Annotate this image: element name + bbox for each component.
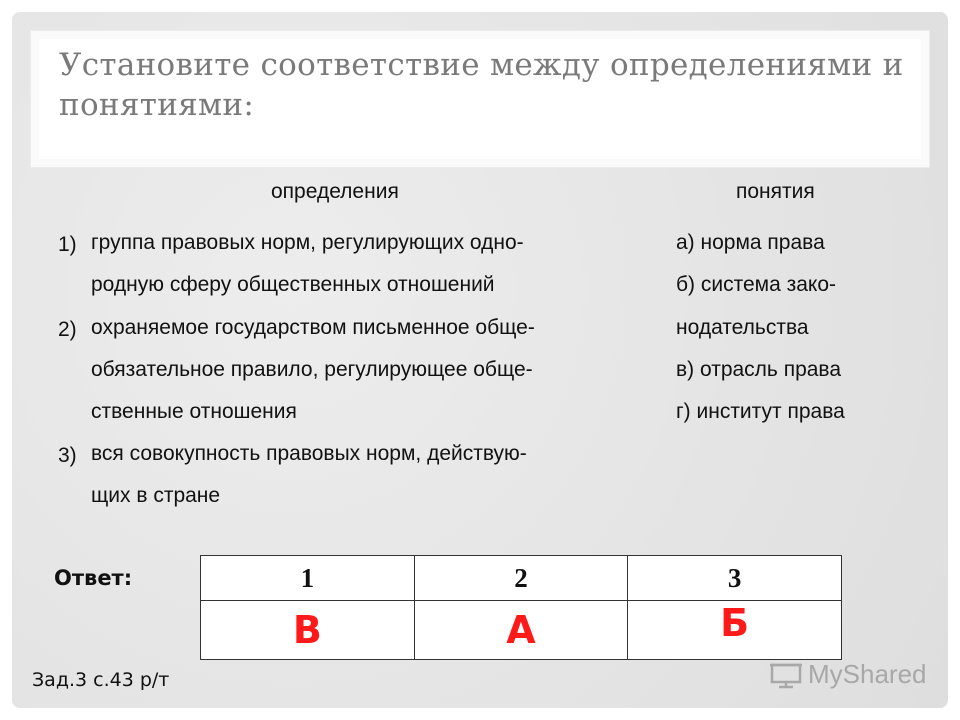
definition-line: вся совокупность правовых норм, действую-	[91, 442, 527, 465]
answer-value-row	[201, 601, 842, 660]
answer-header-cell: 3	[628, 556, 842, 601]
definition-line: группа правовых норм, регулирующих одно-	[91, 231, 524, 254]
concept-item: в) отрасль права	[676, 358, 842, 381]
definition-number: 2)	[58, 318, 77, 341]
definition-number: 1)	[58, 233, 77, 256]
title-box	[30, 30, 930, 168]
watermark-text: MyShared	[808, 659, 927, 689]
definition-line: ственные отношения	[91, 400, 297, 423]
definition-line: обязательное правило, регулирующее обще-	[91, 358, 533, 381]
definition-number: 3)	[58, 444, 77, 467]
slide-title: Установите соответствие между определениями и понятиями:	[59, 47, 904, 123]
answer-header-row	[201, 556, 842, 601]
answer-value-cell: А	[414, 601, 628, 660]
presentation-icon	[768, 661, 804, 689]
concept-item: а) норма права	[676, 231, 825, 254]
definition-line: охраняемое государством письменное обще-	[91, 316, 535, 339]
task-reference: Зад.3 с.43 р/т	[32, 669, 170, 691]
concepts-header: понятия	[736, 180, 815, 203]
definition-line: щих в стране	[91, 484, 221, 507]
concept-item: б) система зако-	[676, 273, 837, 296]
answer-table	[200, 555, 842, 660]
answer-value-cell: Б	[628, 601, 842, 660]
concept-item: нодательства	[676, 316, 809, 339]
answer-value-cell: В	[201, 601, 415, 660]
watermark-logo	[768, 659, 927, 690]
definitions-header: определения	[271, 180, 399, 203]
concept-item: г) институт права	[676, 400, 845, 423]
answer-header-cell: 1	[201, 556, 415, 601]
answer-label: Ответ:	[54, 566, 133, 590]
definition-line: родную сферу общественных отношений	[91, 273, 495, 296]
answer-header-cell: 2	[414, 556, 628, 601]
